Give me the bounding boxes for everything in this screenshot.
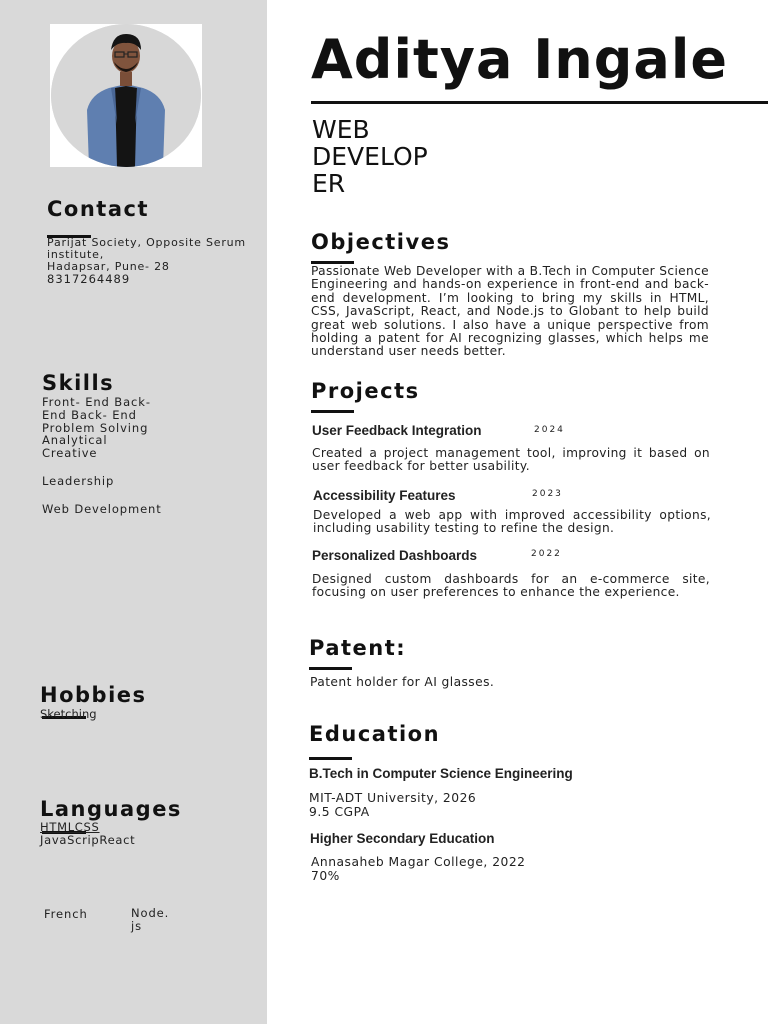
project-year: 2022: [531, 549, 562, 559]
language-item-french: French: [44, 907, 88, 921]
profile-photo-frame: [50, 24, 202, 167]
project-description: Developed a web app with improved accessibility options, including usability testing to refine the design.: [313, 508, 711, 536]
patent-heading: Patent:: [309, 636, 407, 660]
patent-text: Patent holder for AI glasses.: [310, 675, 495, 689]
hobby-item: Sketching: [40, 707, 97, 721]
project-title: Accessibility Features: [313, 488, 456, 503]
phone-number: 8317264489: [47, 272, 131, 286]
objectives-text: Passionate Web Developer with a B.Tech in Computer Science Engineering and hands-on experience in front-end and back- end development. I’m looking to bring my skills in HTML, CSS, JavaScript, React, and Node.js to Globant to help build great web solutions. I also have a unique perspective from holding a patent for AI recognizing glasses, which helps me understand user needs better.: [311, 264, 709, 359]
education-score: 70%: [311, 869, 340, 883]
hobbies-heading: Hobbies: [40, 683, 147, 707]
language-row: HTMLCSS: [40, 820, 100, 834]
job-title-line: WEB: [312, 115, 370, 144]
language-item-node-part: js: [131, 919, 142, 933]
skill-item: Creative: [42, 446, 98, 461]
address-line-3: Hadapsar, Pune- 28: [47, 260, 170, 273]
skill-item: Leadership: [42, 474, 115, 488]
job-title: [312, 116, 428, 197]
education-details: [309, 791, 476, 819]
person-illustration: [51, 24, 201, 167]
skill-item: Analytical: [42, 433, 108, 448]
languages-list: [40, 821, 135, 847]
job-title-line: ER: [312, 169, 346, 198]
contact-details: [47, 237, 246, 285]
education-details: [311, 855, 526, 883]
address-line-2: institute,: [47, 248, 104, 261]
education-heading-rule: [309, 757, 352, 760]
projects-heading: Projects: [311, 379, 420, 403]
education-institution: Annasaheb Magar College, 2022: [311, 855, 526, 869]
education-score: 9.5 CGPA: [309, 805, 370, 819]
objectives-heading: Objectives: [311, 230, 451, 254]
skill-item: Problem Solving: [42, 420, 149, 435]
skills-list: [42, 396, 151, 460]
project-title: Personalized Dashboards: [312, 548, 478, 563]
sidebar: [0, 0, 267, 1024]
contact-heading: Contact: [47, 197, 149, 221]
language-row: JavaScripReact: [40, 833, 136, 847]
name-rule: [311, 101, 768, 104]
job-title-line: DEVELOP: [312, 142, 428, 171]
project-description: Created a project management tool, improving it based on user feedback for better usability.: [312, 446, 710, 474]
skills-heading: Skills: [42, 371, 115, 395]
address-line-1: Parijat Society, Opposite Serum: [47, 236, 246, 249]
education-degree: B.Tech in Computer Science Engineering: [309, 766, 573, 781]
skill-item: End Back- End: [42, 407, 137, 422]
skill-item: Web Development: [42, 502, 162, 516]
project-year: 2023: [532, 489, 563, 499]
project-year: 2024: [534, 425, 565, 435]
projects-heading-rule: [311, 410, 354, 413]
languages-heading: Languages: [40, 797, 182, 821]
language-item-node-part: Node.: [131, 906, 170, 920]
patent-heading-rule: [309, 667, 352, 670]
language-item-node: [131, 907, 169, 933]
education-degree: Higher Secondary Education: [310, 831, 495, 846]
profile-photo: [51, 24, 201, 167]
project-description: Designed custom dashboards for an e-commerce site, focusing on user preferences to enhance the experience.: [312, 572, 710, 600]
education-heading: Education: [309, 722, 441, 746]
candidate-name: Aditya Ingale: [311, 28, 728, 91]
education-institution: MIT-ADT University, 2026: [309, 791, 477, 805]
project-title: User Feedback Integration: [312, 423, 482, 438]
skill-item: Front- End Back-: [42, 395, 151, 409]
